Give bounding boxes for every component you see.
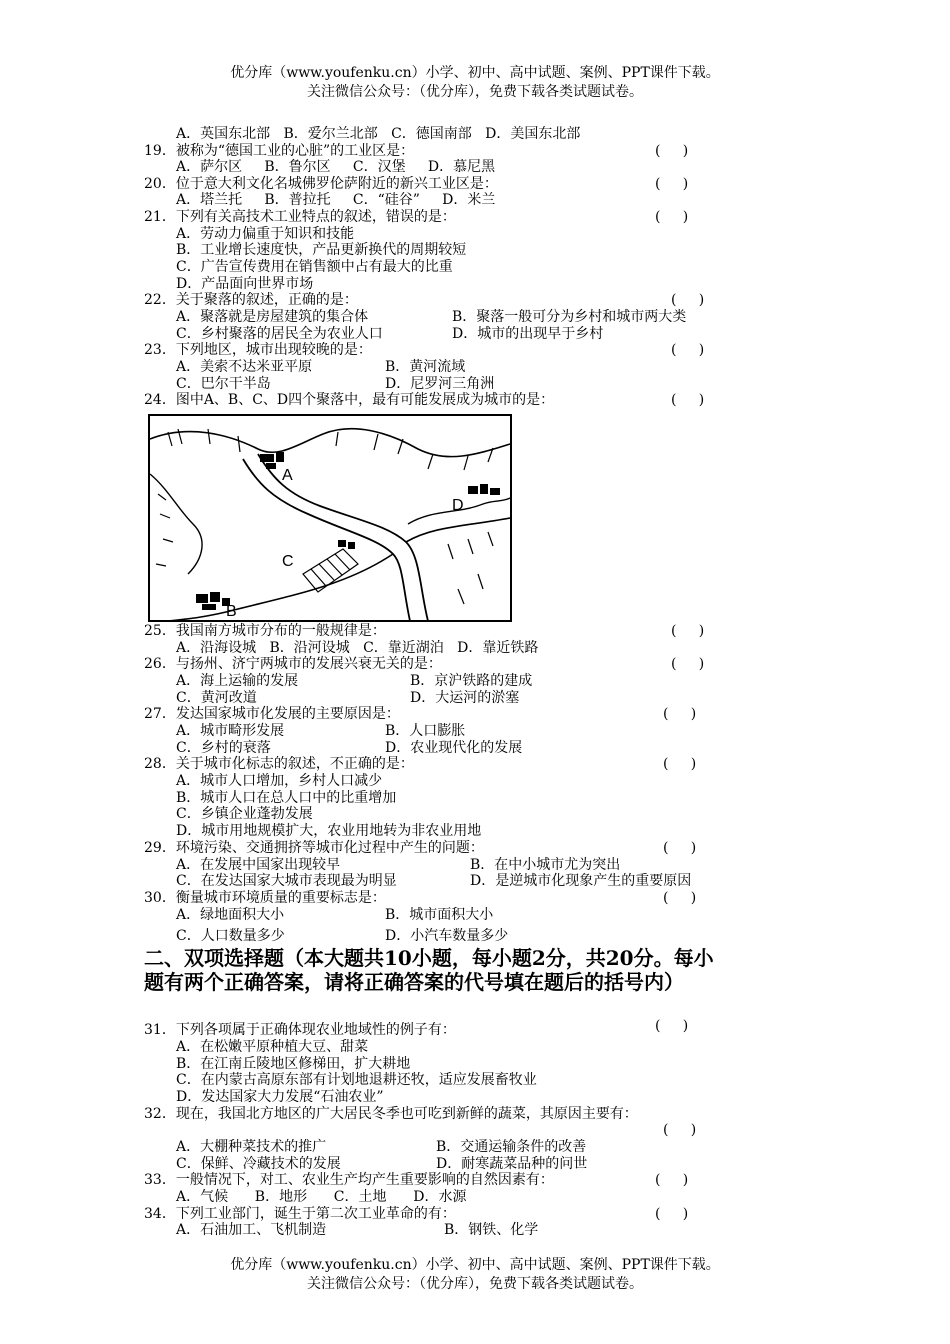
answer-paren: ( )	[671, 292, 705, 308]
q23-option-d: D．尼罗河三角洲	[385, 376, 495, 392]
q21-option-b: B．工业增长速度快，产品更新换代的周期较短	[176, 242, 467, 258]
header-line-1: 优分库（www.youfenku.cn）小学、初中、高中试题、案例、PPT课件下载。	[230, 65, 720, 81]
q32-option-a: A．大棚种菜技术的推广	[176, 1139, 327, 1155]
q31-option-d: D．发达国家大力发展“石油农业”	[176, 1089, 384, 1105]
q21-stem: 21．下列有关高技术工业特点的叙述，错误的是：	[144, 209, 456, 225]
q19-stem: 19．被称为“德国工业的心脏”的工业区是：	[144, 143, 415, 159]
q29-stem: 29．环境污染、交通拥挤等城市化过程中产生的问题：	[144, 840, 484, 856]
q22-stem: 22．关于聚落的叙述，正确的是：	[144, 292, 358, 308]
answer-paren: ( )	[663, 706, 697, 722]
answer-paren: ( )	[655, 1206, 689, 1222]
q31-option-a: A．在松嫩平原种植大豆、甜菜	[176, 1039, 369, 1055]
q26-option-b: B．京沪铁路的建成	[410, 673, 533, 689]
q19-options: A．萨尔区 B．鲁尔区 C．汉堡 D．慕尼黑	[176, 159, 496, 175]
q18-options: A．英国东北部 B．爱尔兰北部 C．德国南部 D．美国东北部	[176, 126, 581, 142]
q25-options: A．沿海设城 B．沿河设城 C．靠近湖泊 D．靠近铁路	[176, 640, 539, 656]
q27-option-b: B．人口膨胀	[385, 723, 466, 739]
settlement-map	[148, 414, 512, 622]
answer-paren: ( )	[663, 1122, 697, 1138]
answer-paren: ( )	[655, 1018, 689, 1034]
map-label-b: B	[226, 603, 237, 620]
q34-option-a: A．石油加工、飞机制造	[176, 1222, 327, 1238]
map-border	[149, 415, 511, 621]
answer-paren: ( )	[655, 176, 689, 192]
q31-option-c: C．在内蒙古高原东部有计划地退耕还牧，适应发展畜牧业	[176, 1072, 537, 1088]
q23-option-c: C．巴尔干半岛	[176, 376, 271, 392]
q21-option-c: C．广告宣传费用在销售额中占有最大的比重	[176, 259, 453, 275]
q26-stem: 26．与扬州、济宁两城市的发展兴衰无关的是：	[144, 656, 442, 672]
map-label-d: D	[452, 497, 464, 514]
q33-stem: 33．一般情况下，对工、农业生产均产生重要影响的自然因素有：	[144, 1172, 554, 1188]
q23-option-b: B．黄河流域	[385, 359, 466, 375]
q32-option-d: D．耐寒蔬菜品种的问世	[436, 1156, 588, 1172]
q34-stem: 34．下列工业部门，诞生于第二次工业革命的有：	[144, 1206, 456, 1222]
q27-option-a: A．城市畸形发展	[176, 723, 285, 739]
q34-option-b: B．钢铁、化学	[444, 1222, 539, 1238]
q22-option-d: D．城市的出现早于乡村	[452, 326, 604, 342]
q29-option-c: C．在发达国家大城市表现最为明显	[176, 873, 397, 889]
q28-option-c: C．乡镇企业蓬勃发展	[176, 806, 313, 822]
q30-option-b: B．城市面积大小	[385, 907, 494, 923]
footer-line-2: 关注微信公众号：（优分库），免费下载各类试题试卷。	[307, 1276, 643, 1292]
q28-option-a: A．城市人口增加，乡村人口减少	[176, 773, 383, 789]
answer-paren: ( )	[671, 656, 705, 672]
q26-option-d: D．大运河的淤塞	[410, 690, 520, 706]
q27-stem: 27．发达国家城市化发展的主要原因是：	[144, 706, 400, 722]
answer-paren: ( )	[655, 1172, 689, 1188]
q27-option-d: D．农业现代化的发展	[385, 740, 523, 756]
answer-paren: ( )	[663, 840, 697, 856]
answer-paren: ( )	[671, 392, 705, 408]
q32-option-b: B．交通运输条件的改善	[436, 1139, 587, 1155]
q23-option-a: A．美索不达米亚平原	[176, 359, 313, 375]
header-line-2: 关注微信公众号：（优分库），免费下载各类试题试卷。	[307, 84, 643, 100]
q27-option-c: C．乡村的衰落	[176, 740, 271, 756]
q24-stem: 24．图中A、B、C、D四个聚落中，最有可能发展成为城市的是：	[144, 392, 555, 408]
section-2-heading-line-2: 题有两个正确答案，请将正确答案的代号填在题后的括号内）	[144, 970, 684, 994]
q29-option-a: A．在发展中国家出现较早	[176, 857, 341, 873]
footer-line-1: 优分库（www.youfenku.cn）小学、初中、高中试题、案例、PPT课件下载。	[230, 1257, 720, 1273]
q22-option-b: B．聚落一般可分为乡村和城市两大类	[452, 309, 687, 325]
q31-stem: 31．下列各项属于正确体现农业地域性的例子有：	[144, 1022, 456, 1038]
q30-option-a: A．绿地面积大小	[176, 907, 285, 923]
answer-paren: ( )	[663, 756, 697, 772]
q23-stem: 23．下列地区，城市出现较晚的是：	[144, 342, 372, 358]
q22-option-c: C．乡村聚落的居民全为农业人口	[176, 326, 383, 342]
q32-option-c: C．保鲜、冷藏技术的发展	[176, 1156, 341, 1172]
q28-option-d: D．城市用地规模扩大，农业用地转为非农业用地	[176, 823, 482, 839]
q29-option-b: B．在中小城市尤为突出	[470, 857, 621, 873]
q30-option-d: D．小汽车数量多少	[385, 928, 509, 944]
answer-paren: ( )	[671, 342, 705, 358]
q33-options: A．气候 B．地形 C．土地 D．水源	[176, 1189, 467, 1205]
q30-stem: 30．衡量城市环境质量的重要标志是：	[144, 890, 386, 906]
map-label-c: C	[282, 553, 294, 570]
q29-option-d: D．是逆城市化现象产生的重要原因	[470, 873, 692, 889]
answer-paren: ( )	[663, 890, 697, 906]
answer-paren: ( )	[655, 209, 689, 225]
map-label-a: A	[282, 467, 293, 484]
q22-option-a: A．聚落就是房屋建筑的集合体	[176, 309, 369, 325]
section-2-heading-line-1: 二、双项选择题（本大题共10小题，每小题2分，共20分。每小	[144, 946, 714, 970]
q25-stem: 25．我国南方城市分布的一般规律是：	[144, 623, 386, 639]
answer-paren: ( )	[671, 623, 705, 639]
q32-stem: 32．现在，我国北方地区的广大居民冬季也可吃到新鲜的蔬菜，其原因主要有：	[144, 1106, 638, 1122]
q26-option-a: A．海上运输的发展	[176, 673, 299, 689]
q28-option-b: B．城市人口在总人口中的比重增加	[176, 790, 397, 806]
q20-options: A．塔兰托 B．普拉托 C．“硅谷” D．米兰	[176, 192, 496, 208]
q21-option-d: D．产品面向世界市场	[176, 276, 314, 292]
q21-option-a: A．劳动力偏重于知识和技能	[176, 226, 355, 242]
q26-option-c: C．黄河改道	[176, 690, 257, 706]
answer-paren: ( )	[655, 143, 689, 159]
q28-stem: 28．关于城市化标志的叙述，不正确的是：	[144, 756, 414, 772]
q20-stem: 20．位于意大利文化名城佛罗伦萨附近的新兴工业区是：	[144, 176, 498, 192]
q31-option-b: B．在江南丘陵地区修梯田，扩大耕地	[176, 1056, 411, 1072]
q30-option-c: C．人口数量多少	[176, 928, 285, 944]
